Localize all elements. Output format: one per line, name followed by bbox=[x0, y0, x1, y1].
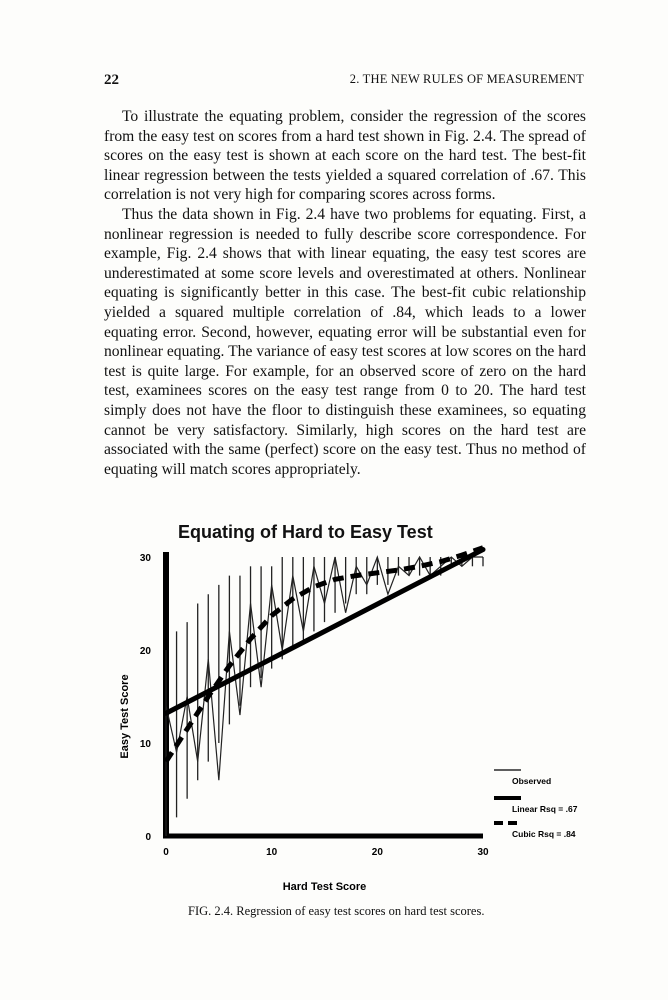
paragraph-1: To illustrate the equating problem, consider the regression of the scores from the easy test on scores from a hard test shown in Fig. 2.4. The spread of scores on the easy test is shown at each score on the hard test. The best-fit linear regression between the tests yielded a squared correlation of .67. This correlation is not very high for comparing scores across forms. bbox=[104, 108, 586, 204]
legend-label: Observed bbox=[512, 776, 552, 786]
figure-2-4 bbox=[0, 512, 668, 932]
x-tick-label: 0 bbox=[163, 847, 169, 858]
running-head: 2. THE NEW RULES OF MEASUREMENT bbox=[349, 72, 584, 86]
page-header bbox=[104, 72, 584, 92]
y-tick-label: 20 bbox=[139, 646, 151, 657]
y-tick-label: 0 bbox=[145, 832, 151, 843]
x-axis-label: Hard Test Score bbox=[282, 881, 367, 893]
x-tick-label: 10 bbox=[266, 847, 278, 858]
figure-caption: FIG. 2.4. Regression of easy test scores on hard test scores. bbox=[188, 904, 485, 918]
y-tick-label: 10 bbox=[139, 739, 151, 750]
y-axis-label: Easy Test Score bbox=[119, 674, 131, 759]
x-tick-label: 30 bbox=[477, 847, 489, 858]
legend-label: Cubic Rsq = .84 bbox=[512, 829, 576, 839]
page-number: 22 bbox=[104, 72, 119, 88]
body-text bbox=[104, 107, 586, 479]
y-tick-label: 30 bbox=[139, 553, 151, 564]
paragraph-2: Thus the data shown in Fig. 2.4 have two problems for equating. First, a nonlinear regression is needed to fully describe score correspondence. For example, Fig. 2.4 shows that with linear equating, the easy test scores are underestimated at some score levels and overestimated at others. Nonlinear equating is significantly better in this case. The best-fit cubic relationship yielded a squared multiple correlation of .84, which leads to a lower equating error. Second, however, equating error will be substantial even for nonlinear equating. The variance of easy test scores at low scores on the hard test is quite large. For example, for an observed score of zero on the hard test, examinees scores on the easy test range from 0 to 20. The hard test simply does not have the floor to distinguish these examinees, so equating cannot be very satisfactory. Similarly, high scores on the hard test are associated with the same (perfect) score on the easy test. Thus no method of equating will match scores appropriately. bbox=[104, 205, 586, 478]
chart-title: Equating of Hard to Easy Test bbox=[178, 522, 433, 542]
x-tick-label: 20 bbox=[371, 847, 383, 858]
legend-label: Linear Rsq = .67 bbox=[512, 804, 578, 814]
chart-svg bbox=[0, 512, 668, 932]
